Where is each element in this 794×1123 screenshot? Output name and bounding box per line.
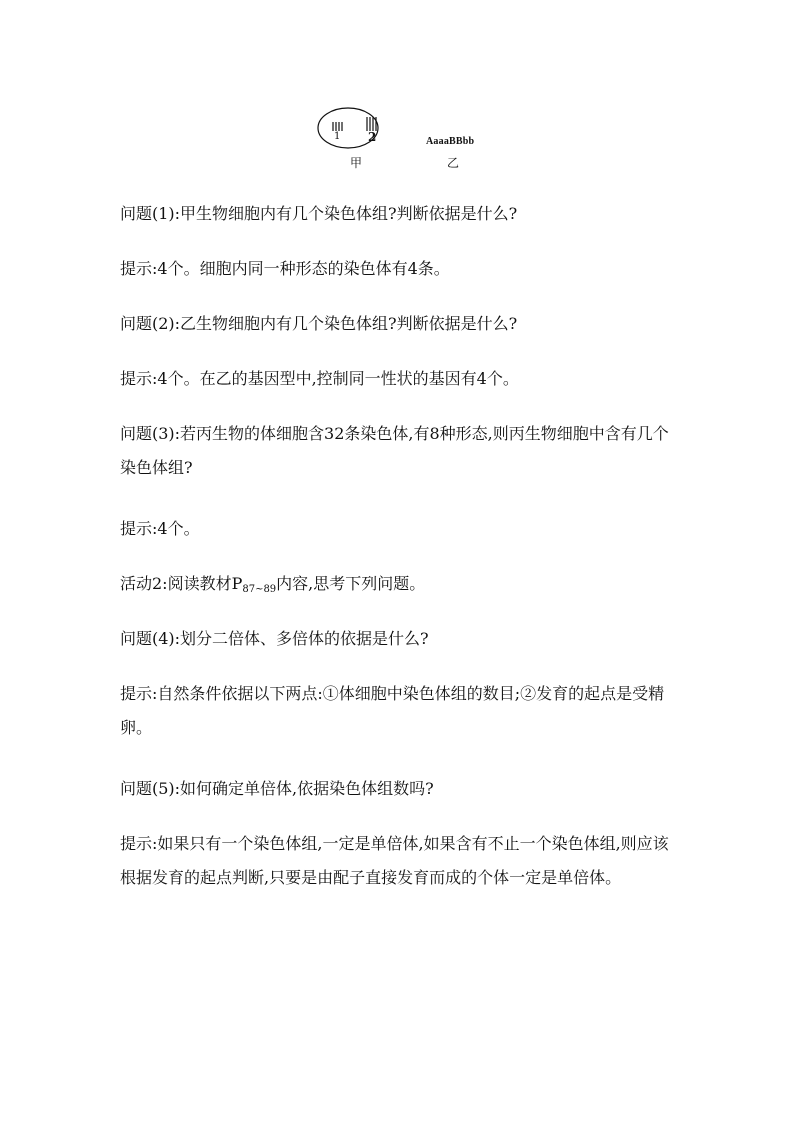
question-4: 问题(4):划分二倍体、多倍体的依据是什么? [120, 629, 429, 648]
figure-label-yi: 乙 [447, 156, 460, 170]
answer-3: 提示:4个。 [120, 519, 200, 538]
question-5: 问题(5):如何确定单倍体,依据染色体组数吗? [120, 779, 434, 798]
genotype-text: AaaaBBbb [426, 136, 475, 147]
question-3: 问题(3):若丙生物的体细胞含32条染色体,有8种形态,则丙生物细胞中含有几个染色体组? [120, 424, 669, 477]
chromosome-figure [300, 100, 500, 175]
question-1: 问题(1):甲生物细胞内有几个染色体组?判断依据是什么? [120, 204, 518, 223]
answer-5: 提示:如果只有一个染色体组,一定是单倍体,如果含有不止一个染色体组,则应该根据发育的起点判断,只要是由配子直接发育而成的个体一定是单倍体。 [120, 834, 669, 887]
figure-label-jia: 甲 [350, 156, 363, 170]
chromosome-set-1 [333, 122, 342, 131]
chromosome-set-2-label: 2 [368, 130, 377, 144]
answer-4: 提示:自然条件依据以下两点:①体细胞中染色体组的数目;②发育的起点是受精卵。 [120, 684, 665, 737]
chromosome-set-1-label: 1 [334, 131, 341, 142]
answer-2: 提示:4个。在乙的基因型中,控制同一性状的基因有4个。 [120, 369, 519, 388]
activity-2 [120, 567, 680, 607]
question-2: 问题(2):乙生物细胞内有几个染色体组?判断依据是什么? [120, 314, 518, 333]
activity-2-prefix: 活动2:阅读教材P [120, 574, 243, 593]
page-range: 87~89 [242, 584, 277, 595]
answer-1: 提示:4个。细胞内同一种形态的染色体有4条。 [120, 259, 450, 278]
activity-2-suffix: 内容,思考下列问题。 [276, 574, 426, 593]
